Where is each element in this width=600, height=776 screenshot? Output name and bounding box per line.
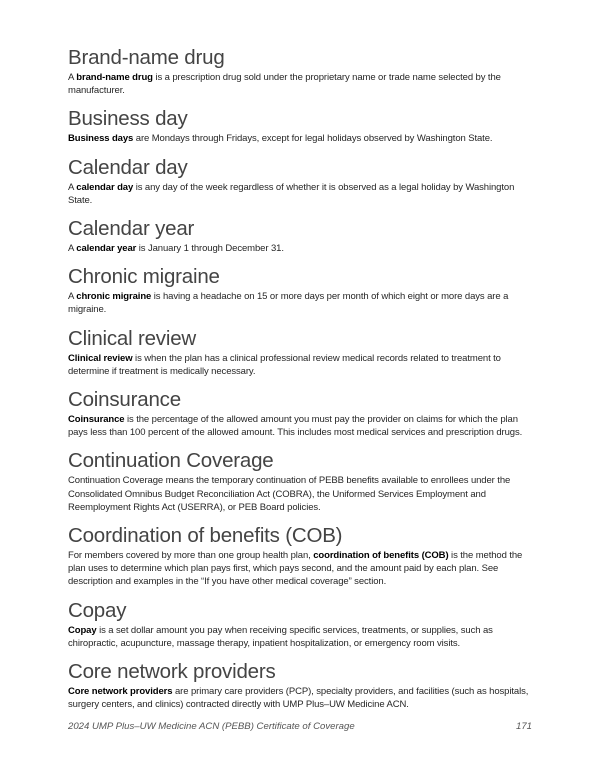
footer-document-title: 2024 UMP Plus–UW Medicine ACN (PEBB) Certificate of Coverage — [68, 721, 355, 732]
section-definition-coinsurance — [68, 413, 534, 439]
glossary-section-coinsurance — [68, 388, 534, 439]
glossary-section-clinical-review — [68, 327, 534, 378]
section-heading-core-network-providers: Core network providers — [68, 660, 276, 684]
glossary-section-calendar-year — [68, 217, 534, 255]
section-heading-calendar-day: Calendar day — [68, 155, 188, 179]
footer-page-number: 171 — [515, 721, 532, 732]
section-definition-copay — [68, 624, 534, 650]
defined-term: calendar year — [76, 243, 137, 255]
defined-term: Core network providers — [68, 686, 173, 698]
defined-term: brand-name drug — [76, 72, 153, 83]
section-definition-clinical-review — [68, 352, 534, 378]
definition-text: is any day of the week regardless of whether it is observed as a legal holiday by Washington State. — [68, 181, 515, 206]
glossary-section-chronic-migraine — [68, 265, 534, 316]
glossary-section-core-network-providers — [68, 660, 534, 711]
glossary-section-continuation-coverage — [68, 449, 534, 514]
definition-text: is when the plan has a clinical professional review medical records related to treatment to determine if treatment is medically necessary. — [68, 352, 501, 377]
defined-term: Copay — [68, 624, 97, 636]
definition-text: A — [68, 291, 77, 303]
section-heading-continuation-coverage: Continuation Coverage — [68, 449, 274, 473]
definition-text: A — [68, 72, 77, 83]
definition-text: is January 1 through December 31. — [136, 243, 284, 255]
definition-text: A — [68, 181, 77, 193]
glossary-section-copay — [68, 599, 534, 650]
section-heading-calendar-year: Calendar year — [68, 217, 195, 241]
definition-text: For members covered by more than one group health plan, — [68, 550, 314, 562]
definition-text: is having a headache on 15 or more days per month of which eight or more days are a migraine. — [68, 291, 509, 316]
section-definition-core-network-providers — [68, 685, 534, 711]
defined-term: chronic migraine — [76, 291, 152, 303]
definition-text: A — [68, 243, 77, 255]
definition-text: is a prescription drug sold under the proprietary name or trade name selected by the manufacturer. — [68, 72, 501, 97]
definition-text: is the method the plan uses to determine which plan pays first, which pays second, and the amount paid by each plan. See description and examples in the “If you have other medical coverage” section. — [68, 550, 523, 588]
section-definition-brand-name-drug — [68, 71, 534, 97]
definition-text: Continuation Coverage means the temporary continuation of PEBB benefits available to enrollees under the Consolidated Omnibus Budget Reconciliation Act (COBRA), the Uniformed Services Employment and Reemployment Rights Act (USERRA), or PEB Board policies. — [68, 475, 511, 513]
section-definition-business-day — [68, 132, 534, 145]
defined-term: Coinsurance — [68, 414, 125, 426]
section-heading-clinical-review: Clinical review — [68, 326, 197, 350]
defined-term: calendar day — [76, 181, 134, 193]
glossary-section-business-day — [68, 107, 534, 145]
definition-text: are primary care providers (PCP), specialty providers, and facilities (such as hospitals, surgery centers, and clinics) contracted directly with UMP Plus–UW Medicine ACN. — [68, 686, 529, 711]
definition-text: are Mondays through Fridays, except for legal holidays observed by Washington State. — [133, 133, 493, 145]
defined-term: Business days — [68, 133, 134, 145]
glossary-section-brand-name-drug — [68, 46, 534, 97]
section-heading-coinsurance: Coinsurance — [68, 388, 181, 412]
defined-term: coordination of benefits (COB) — [313, 550, 449, 562]
section-heading-chronic-migraine: Chronic migraine — [68, 265, 220, 289]
glossary-section-coordination-of-benefits — [68, 524, 534, 589]
section-definition-continuation-coverage — [68, 474, 534, 514]
page-footer — [68, 721, 532, 733]
section-heading-brand-name-drug: Brand-name drug — [68, 46, 225, 69]
section-heading-business-day: Business day — [68, 107, 188, 131]
section-heading-coordination-of-benefits: Coordination of benefits (COB) — [68, 524, 343, 548]
definition-text: is the percentage of the allowed amount you must pay the provider on claims for which the plan pays less than 100 percent of the allowed amount. This includes most medical services and prescription drugs. — [68, 414, 523, 439]
section-definition-coordination-of-benefits — [68, 549, 534, 589]
glossary-content — [68, 46, 534, 711]
glossary-section-calendar-day — [68, 156, 534, 207]
section-definition-chronic-migraine — [68, 290, 534, 316]
section-heading-copay: Copay — [68, 598, 127, 622]
section-definition-calendar-year — [68, 242, 534, 255]
defined-term: Clinical review — [68, 352, 133, 364]
section-definition-calendar-day — [68, 181, 534, 207]
definition-text: is a set dollar amount you pay when receiving specific services, treatments, or supplies, such as chiropractic, acupuncture, massage therapy, inpatient hospitalization, or emergency room visits. — [68, 624, 493, 649]
